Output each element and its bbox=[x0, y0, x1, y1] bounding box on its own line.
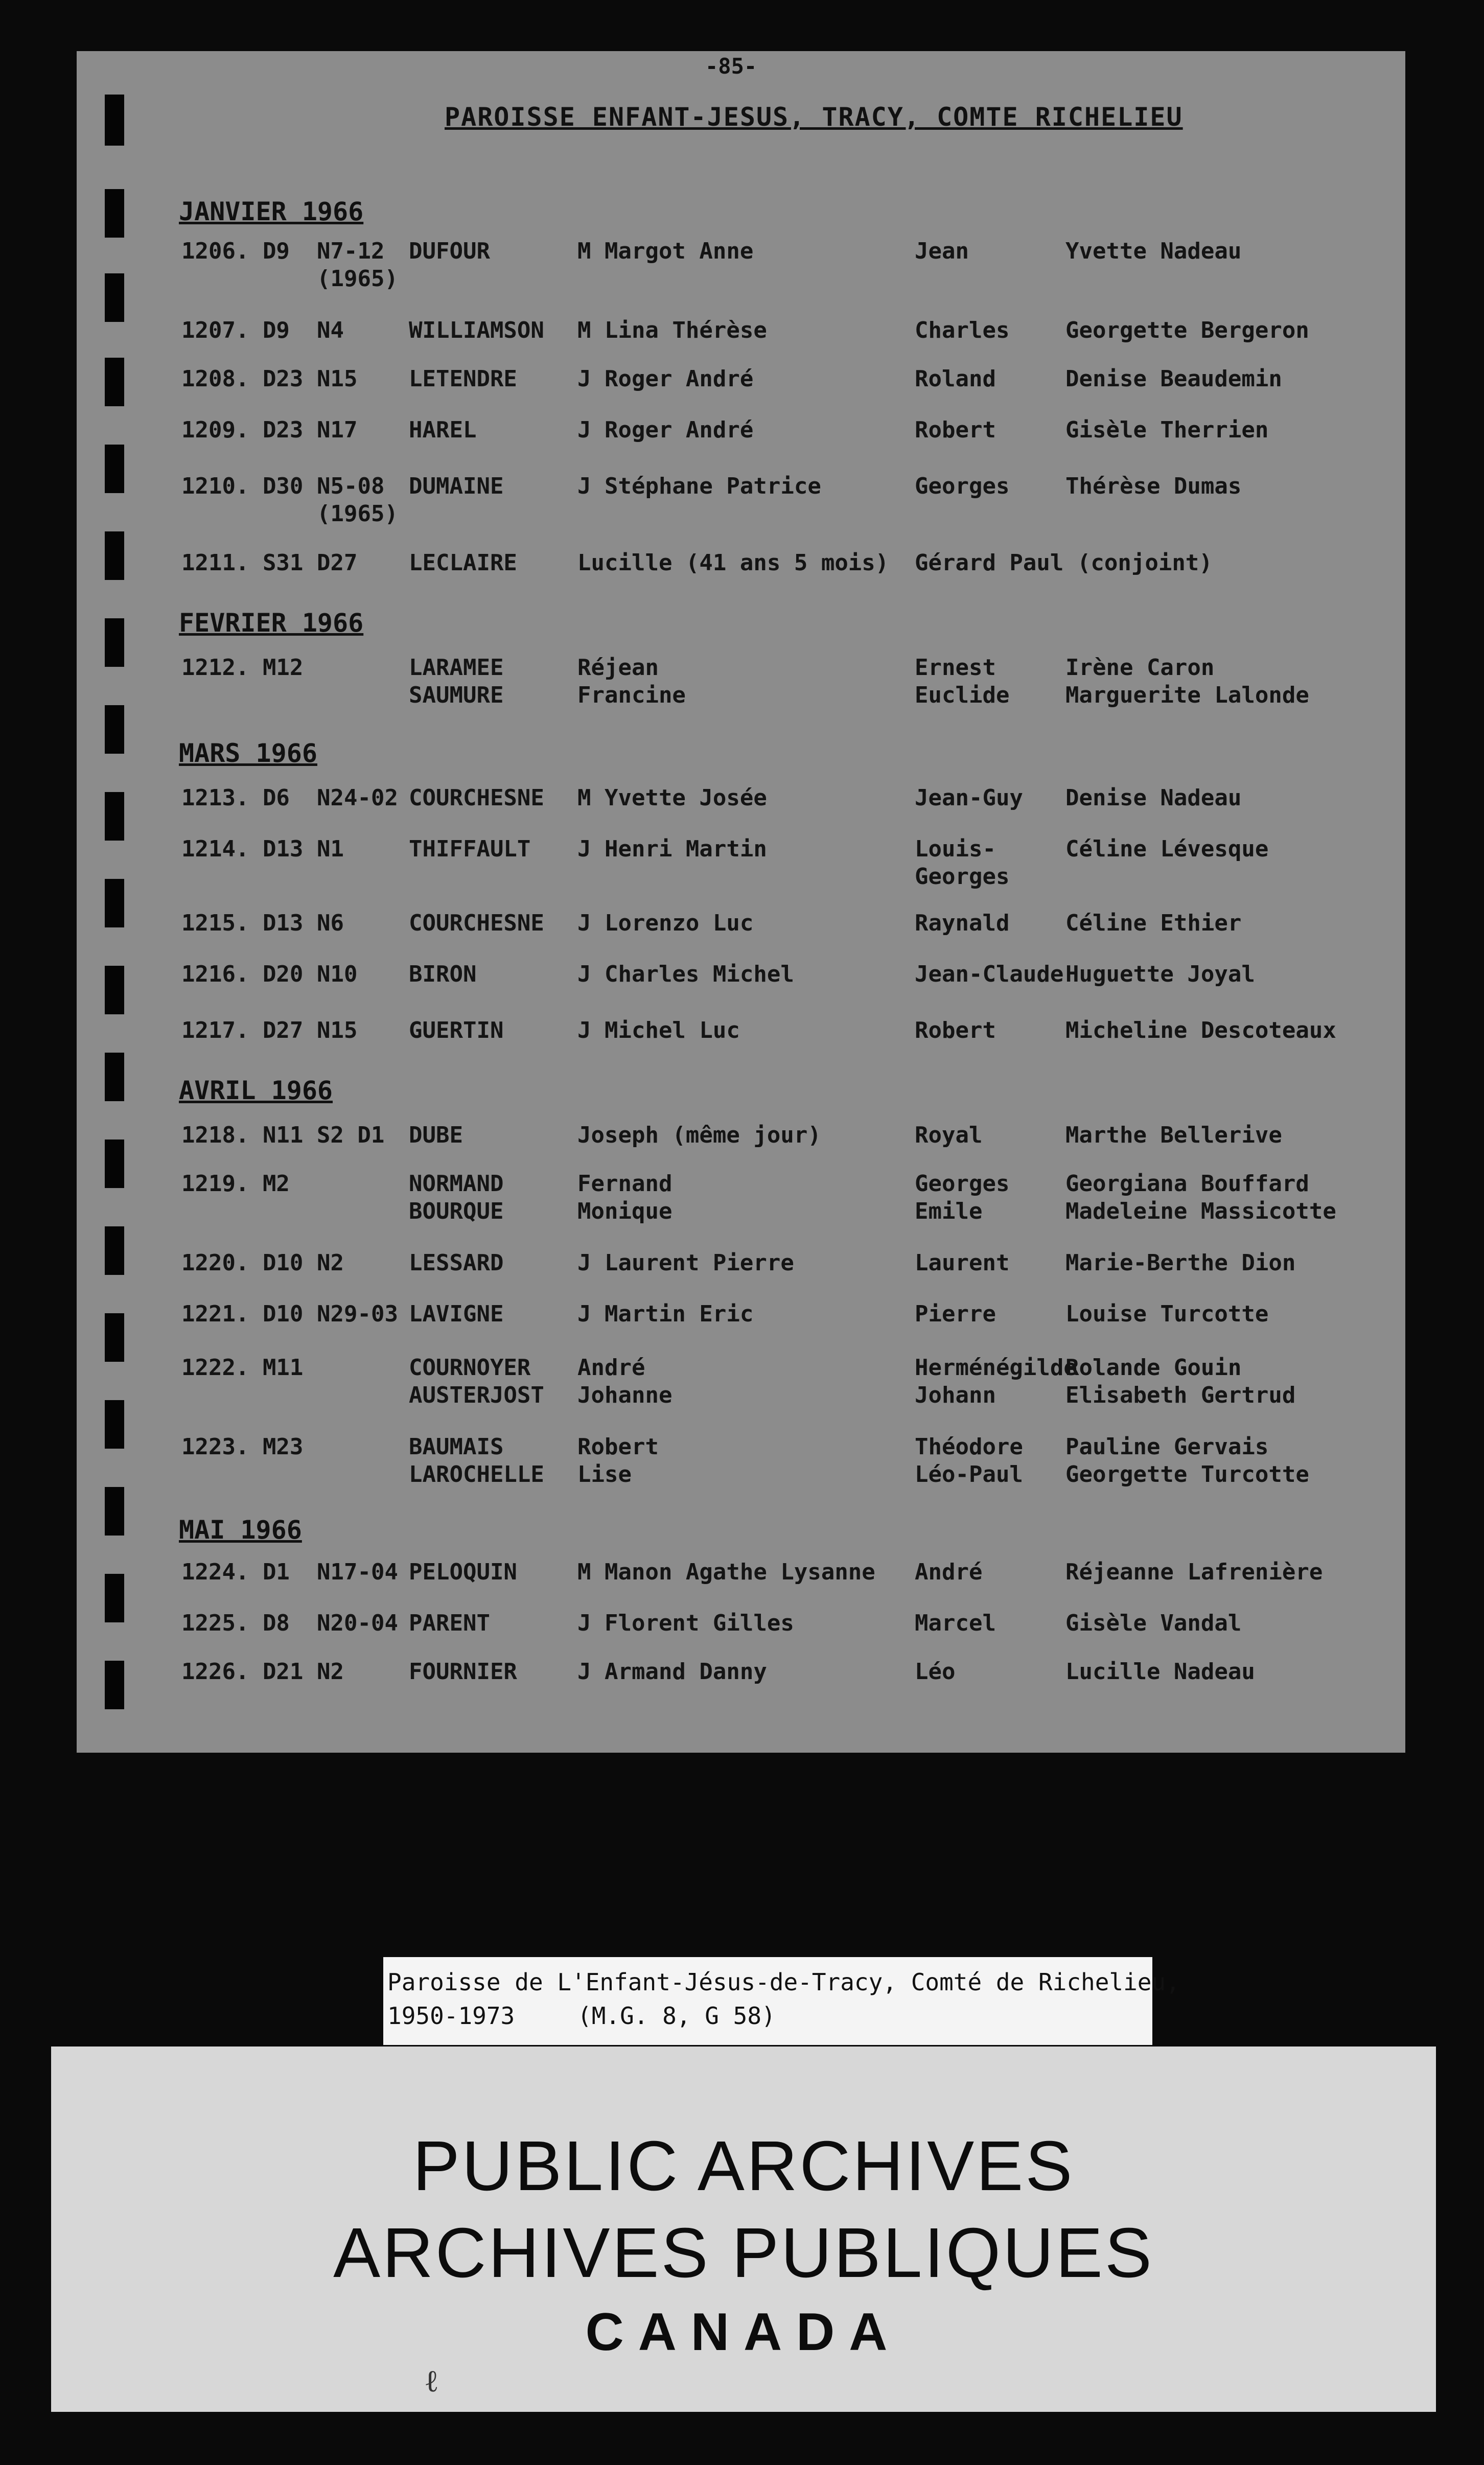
entry-mother: Denise Beaudemin bbox=[1065, 366, 1282, 392]
entry-num: 1222. M11 bbox=[181, 1355, 304, 1381]
label-reference: (M.G. 8, G 58) bbox=[577, 2002, 776, 2030]
entry-code: N15 bbox=[317, 366, 358, 392]
entry-code: N6 bbox=[317, 910, 344, 936]
entry-child: J Roger André bbox=[577, 366, 754, 392]
entry-code: N17 bbox=[317, 417, 358, 443]
entry-child: M Lina Thérèse bbox=[577, 317, 767, 343]
entry-child: Réjean Francine bbox=[577, 655, 686, 708]
entry-child: M Manon Agathe Lysanne bbox=[577, 1559, 875, 1585]
entry-mother: Louise Turcotte bbox=[1065, 1301, 1269, 1327]
register-entry bbox=[0, 1354, 1484, 1410]
entry-name: COURNOYER AUSTERJOST bbox=[409, 1355, 544, 1408]
entry-child: M Yvette Josée bbox=[577, 785, 767, 811]
entry-code: N29-03 bbox=[317, 1301, 398, 1327]
entry-num: 1215. D13 bbox=[181, 910, 304, 936]
entry-father: André bbox=[915, 1559, 983, 1585]
binder-tab bbox=[105, 705, 124, 754]
register-entry bbox=[0, 784, 1484, 841]
archives-line-french: ARCHIVES PUBLIQUES bbox=[333, 2214, 1154, 2292]
entry-father: Ernest Euclide bbox=[915, 655, 1010, 708]
entry-name: NORMAND BOURQUE bbox=[409, 1171, 504, 1224]
entry-father: Robert bbox=[915, 1017, 996, 1043]
entry-mother: Pauline Gervais Georgette Turcotte bbox=[1065, 1434, 1309, 1487]
register-entry bbox=[0, 910, 1484, 966]
microfilm-label bbox=[383, 1957, 1180, 2045]
entry-father: Léo bbox=[915, 1659, 956, 1685]
month-heading: AVRIL 1966 bbox=[179, 1076, 333, 1105]
entry-father: Jean bbox=[915, 238, 969, 264]
entry-num: 1211. S31 bbox=[181, 550, 304, 576]
entry-child: Joseph (même jour) bbox=[577, 1122, 821, 1148]
register-entry bbox=[0, 1170, 1484, 1226]
entry-child: J Martin Eric bbox=[577, 1301, 754, 1327]
entry-father: Laurent bbox=[915, 1250, 1010, 1276]
archives-stamp bbox=[51, 2047, 1436, 2412]
entry-num: 1220. D10 bbox=[181, 1250, 304, 1276]
page-title: PAROISSE ENFANT-JESUS, TRACY, COMTE RICHELIEU bbox=[445, 102, 1183, 132]
entry-father: Roland bbox=[915, 366, 996, 392]
entry-num: 1212. M12 bbox=[181, 655, 304, 681]
entry-child: J Henri Martin bbox=[577, 836, 767, 862]
month-heading: FEVRIER 1966 bbox=[179, 608, 364, 638]
entry-name: LETENDRE bbox=[409, 366, 517, 392]
entry-num: 1209. D23 bbox=[181, 417, 304, 443]
entry-child: Robert Lise bbox=[577, 1434, 659, 1487]
entry-num: 1213. D6 bbox=[181, 785, 290, 811]
entry-code: N24-02 bbox=[317, 785, 398, 811]
entry-mother: Réjeanne Lafrenière bbox=[1065, 1559, 1323, 1585]
entry-mother: Gisèle Vandal bbox=[1065, 1610, 1242, 1636]
entry-code: N7-12 (1965) bbox=[317, 238, 398, 292]
page-number: -85- bbox=[705, 54, 757, 79]
entry-mother: Micheline Descoteaux bbox=[1065, 1017, 1336, 1043]
register-entry bbox=[0, 473, 1484, 529]
month-heading: MARS 1966 bbox=[179, 738, 317, 768]
entry-name: HAREL bbox=[409, 417, 477, 443]
entry-name: DUBE bbox=[409, 1122, 463, 1148]
register-entry bbox=[0, 1300, 1484, 1357]
entry-child: J Florent Gilles bbox=[577, 1610, 794, 1636]
entry-mother: Gisèle Therrien bbox=[1065, 417, 1269, 443]
entry-num: 1217. D27 bbox=[181, 1017, 304, 1043]
entry-mother: Georgette Bergeron bbox=[1065, 317, 1309, 343]
entry-mother: Denise Nadeau bbox=[1065, 785, 1242, 811]
entry-child: M Margot Anne bbox=[577, 238, 754, 264]
entry-father: Marcel bbox=[915, 1610, 996, 1636]
entry-code: N17-04 bbox=[317, 1559, 398, 1585]
register-entry bbox=[0, 365, 1484, 422]
pen-mark: ℓ bbox=[424, 2363, 439, 2399]
entry-code: D27 bbox=[317, 550, 358, 576]
register-entry bbox=[0, 238, 1484, 294]
label-parish: Paroisse de L'Enfant-Jésus-de-Tracy, Comté de Richelieu, bbox=[387, 1968, 1180, 1996]
entry-code: N2 bbox=[317, 1659, 344, 1685]
entry-mother: Yvette Nadeau bbox=[1065, 238, 1242, 264]
entry-name: LESSARD bbox=[409, 1250, 504, 1276]
entry-code: N20-04 bbox=[317, 1610, 398, 1636]
entry-code: N4 bbox=[317, 317, 344, 343]
entry-father: Charles bbox=[915, 317, 1010, 343]
entry-mother: Georgiana Bouffard Madeleine Massicotte bbox=[1065, 1171, 1336, 1224]
register-entry bbox=[0, 1433, 1484, 1490]
entry-child: J Lorenzo Luc bbox=[577, 910, 754, 936]
binder-tab bbox=[105, 95, 124, 146]
entry-num: 1206. D9 bbox=[181, 238, 290, 264]
entry-father: Gérard Paul (conjoint) bbox=[915, 550, 1213, 576]
entry-father: Jean-Claude bbox=[915, 961, 1064, 987]
entry-mother: Céline Ethier bbox=[1065, 910, 1242, 936]
archives-country: CANADA bbox=[585, 2303, 902, 2362]
entry-mother: Céline Lévesque bbox=[1065, 836, 1269, 862]
register-entry bbox=[0, 1658, 1484, 1714]
entry-name: DUFOUR bbox=[409, 238, 490, 264]
entry-num: 1223. M23 bbox=[181, 1434, 304, 1460]
entry-num: 1210. D30 bbox=[181, 473, 304, 499]
register-entry bbox=[0, 835, 1484, 892]
register-entry bbox=[0, 1610, 1484, 1666]
entry-num: 1219. M2 bbox=[181, 1171, 290, 1197]
entry-num: 1214. D13 bbox=[181, 836, 304, 862]
entry-name: BIRON bbox=[409, 961, 477, 987]
entry-name: GUERTIN bbox=[409, 1017, 504, 1043]
entry-child: J Armand Danny bbox=[577, 1659, 767, 1685]
register-entry bbox=[0, 654, 1484, 710]
entry-child: J Laurent Pierre bbox=[577, 1250, 794, 1276]
archives-line-english: PUBLIC ARCHIVES bbox=[412, 2127, 1075, 2205]
month-heading: MAI 1966 bbox=[179, 1515, 302, 1545]
entry-name: PELOQUIN bbox=[409, 1559, 517, 1585]
entry-name: THIFFAULT bbox=[409, 836, 531, 862]
entry-name: COURCHESNE bbox=[409, 910, 544, 936]
label-years: 1950-1973 bbox=[387, 2002, 515, 2030]
entry-father: Pierre bbox=[915, 1301, 996, 1327]
binder-tab bbox=[105, 1487, 124, 1536]
entry-num: 1218. N11 S2 D1 bbox=[181, 1122, 385, 1148]
entry-num: 1226. D21 bbox=[181, 1659, 304, 1685]
entry-code: N2 bbox=[317, 1250, 344, 1276]
entry-name: FOURNIER bbox=[409, 1659, 517, 1685]
register-entry bbox=[0, 961, 1484, 1017]
entry-mother: Lucille Nadeau bbox=[1065, 1659, 1255, 1685]
register-entry bbox=[0, 1249, 1484, 1306]
entry-father: Théodore Léo-Paul bbox=[915, 1434, 1023, 1487]
entry-mother: Thérèse Dumas bbox=[1065, 473, 1242, 499]
entry-code: N15 bbox=[317, 1017, 358, 1043]
entry-father: Raynald bbox=[915, 910, 1010, 936]
entry-num: 1207. D9 bbox=[181, 317, 290, 343]
register-entry bbox=[0, 1559, 1484, 1615]
register-entry bbox=[0, 416, 1484, 473]
entry-father: Georges bbox=[915, 473, 1010, 499]
entry-num: 1224. D1 bbox=[181, 1559, 290, 1585]
entry-code: N1 bbox=[317, 836, 344, 862]
entry-mother: Marthe Bellerive bbox=[1065, 1122, 1282, 1148]
entry-name: LECLAIRE bbox=[409, 550, 517, 576]
entry-child: André Johanne bbox=[577, 1355, 673, 1408]
entry-name: WILLIAMSON bbox=[409, 317, 544, 343]
entry-father: Louis- Georges bbox=[915, 836, 1010, 890]
entry-name: DUMAINE bbox=[409, 473, 504, 499]
entry-name: LAVIGNE bbox=[409, 1301, 504, 1327]
entry-father: Royal bbox=[915, 1122, 983, 1148]
entry-code: N5-08 (1965) bbox=[317, 473, 398, 527]
entry-num: 1208. D23 bbox=[181, 366, 304, 392]
register-entry bbox=[0, 1122, 1484, 1178]
entry-child: Lucille (41 ans 5 mois) bbox=[577, 550, 889, 576]
entry-name: BAUMAIS LAROCHELLE bbox=[409, 1434, 544, 1487]
entry-code: N10 bbox=[317, 961, 358, 987]
register-entry bbox=[0, 317, 1484, 373]
entry-father: Georges Emile bbox=[915, 1171, 1010, 1224]
entry-num: 1225. D8 bbox=[181, 1610, 290, 1636]
entry-num: 1221. D10 bbox=[181, 1301, 304, 1327]
entry-name: PARENT bbox=[409, 1610, 490, 1636]
month-heading: JANVIER 1966 bbox=[179, 197, 364, 226]
entry-child: J Roger André bbox=[577, 417, 754, 443]
entry-mother: Marie-Berthe Dion bbox=[1065, 1250, 1296, 1276]
register-entry bbox=[0, 1017, 1484, 1073]
entry-num: 1216. D20 bbox=[181, 961, 304, 987]
entry-mother: Irène Caron Marguerite Lalonde bbox=[1065, 655, 1309, 708]
entry-child: J Stéphane Patrice bbox=[577, 473, 821, 499]
entry-child: J Charles Michel bbox=[577, 961, 794, 987]
entry-father: Herménégilde Johann bbox=[915, 1355, 1077, 1408]
register-entry bbox=[0, 549, 1484, 606]
entry-name: COURCHESNE bbox=[409, 785, 544, 811]
register-page bbox=[77, 51, 1405, 1753]
binder-tab bbox=[105, 189, 124, 238]
entry-mother: Rolande Gouin Elisabeth Gertrud bbox=[1065, 1355, 1296, 1408]
entry-child: Fernand Monique bbox=[577, 1171, 673, 1224]
entry-father: Robert bbox=[915, 417, 996, 443]
entry-mother: Huguette Joyal bbox=[1065, 961, 1255, 987]
entry-name: LARAMEE SAUMURE bbox=[409, 655, 504, 708]
entry-father: Jean-Guy bbox=[915, 785, 1023, 811]
entry-child: J Michel Luc bbox=[577, 1017, 740, 1043]
